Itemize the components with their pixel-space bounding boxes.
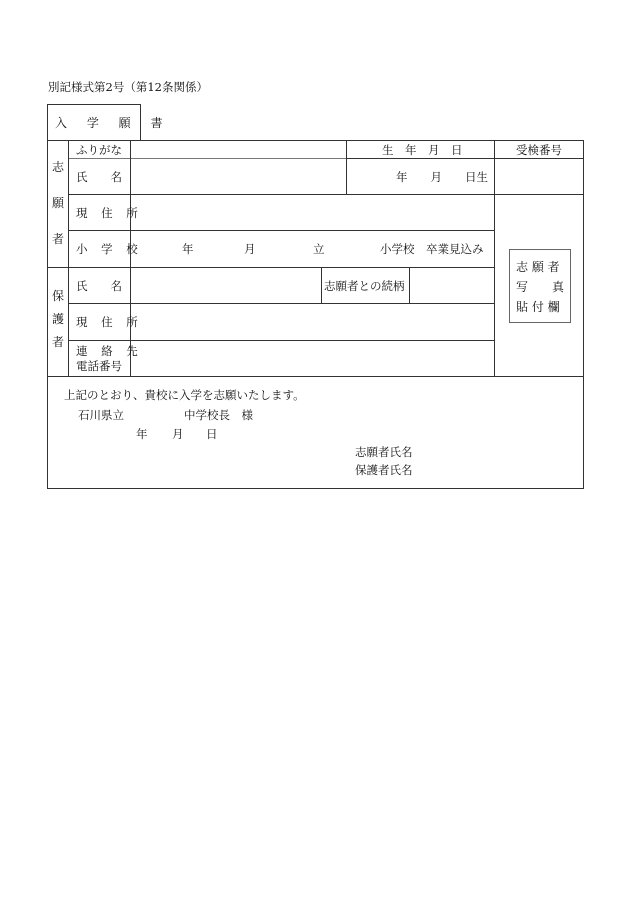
exam-number-field[interactable] bbox=[495, 159, 583, 193]
applicant-label-2: 願 bbox=[51, 196, 64, 210]
guardian-signature-label: 保護者氏名 bbox=[355, 463, 413, 477]
guardian-address-field[interactable] bbox=[131, 304, 493, 339]
applicant-label-3: 者 bbox=[51, 232, 64, 246]
form-title: 入 学 願 書 bbox=[55, 116, 171, 130]
guardian-label-3: 者 bbox=[51, 335, 64, 349]
date-year: 年 bbox=[136, 427, 148, 441]
grad-month: 月 bbox=[244, 242, 256, 256]
relation-label: 志願者との続柄 bbox=[324, 279, 405, 293]
contact-field[interactable] bbox=[131, 341, 493, 375]
photo-label-3: 貼 付 欄 bbox=[516, 300, 560, 314]
guardian-label-1: 保 bbox=[51, 289, 64, 303]
date-month: 月 bbox=[172, 427, 184, 441]
exam-number-label: 受検番号 bbox=[516, 143, 562, 157]
guardian-name-field[interactable] bbox=[131, 268, 320, 302]
guardian-address-label: 現 住 所 bbox=[76, 315, 143, 329]
grad-year: 年 bbox=[182, 242, 194, 256]
applicant-name-field[interactable] bbox=[131, 159, 345, 193]
grad-ritsu: 立 bbox=[313, 242, 325, 256]
contact-label-1: 連 絡 先 bbox=[76, 344, 143, 358]
applicant-address-field[interactable] bbox=[131, 195, 493, 229]
furigana-field[interactable] bbox=[131, 141, 345, 157]
guardian-name-label: 氏 名 bbox=[76, 279, 122, 293]
applicant-address-label: 現 住 所 bbox=[76, 206, 143, 220]
contact-label-2: 電話番号 bbox=[76, 359, 122, 373]
declaration-text: 上記のとおり、貴校に入学を志願いたします。 bbox=[64, 388, 305, 402]
relation-field[interactable] bbox=[410, 268, 493, 302]
furigana-label: ふりがな bbox=[76, 143, 122, 157]
guardian-label-2: 護 bbox=[51, 312, 64, 326]
birthdate-header: 生 年 月 日 bbox=[382, 143, 463, 157]
photo-box[interactable] bbox=[509, 249, 571, 323]
addressee-prefix: 石川県立 bbox=[78, 408, 124, 422]
form-reference: 別記様式第2号（第12条関係） bbox=[48, 80, 208, 94]
school-label: 小 学 校 bbox=[76, 242, 143, 256]
applicant-signature-label: 志願者氏名 bbox=[355, 445, 413, 459]
applicant-name-label: 氏 名 bbox=[76, 170, 122, 184]
addressee-suffix: 中学校長 様 bbox=[184, 408, 253, 422]
date-day: 日 bbox=[206, 427, 218, 441]
grad-suffix: 小学校 卒業見込み bbox=[380, 242, 484, 256]
photo-label-2: 写 真 bbox=[516, 280, 565, 294]
birthdate-value[interactable]: 年 月 日生 bbox=[396, 170, 488, 184]
applicant-label-1: 志 bbox=[51, 160, 64, 174]
photo-label-1: 志 願 者 bbox=[516, 260, 560, 274]
